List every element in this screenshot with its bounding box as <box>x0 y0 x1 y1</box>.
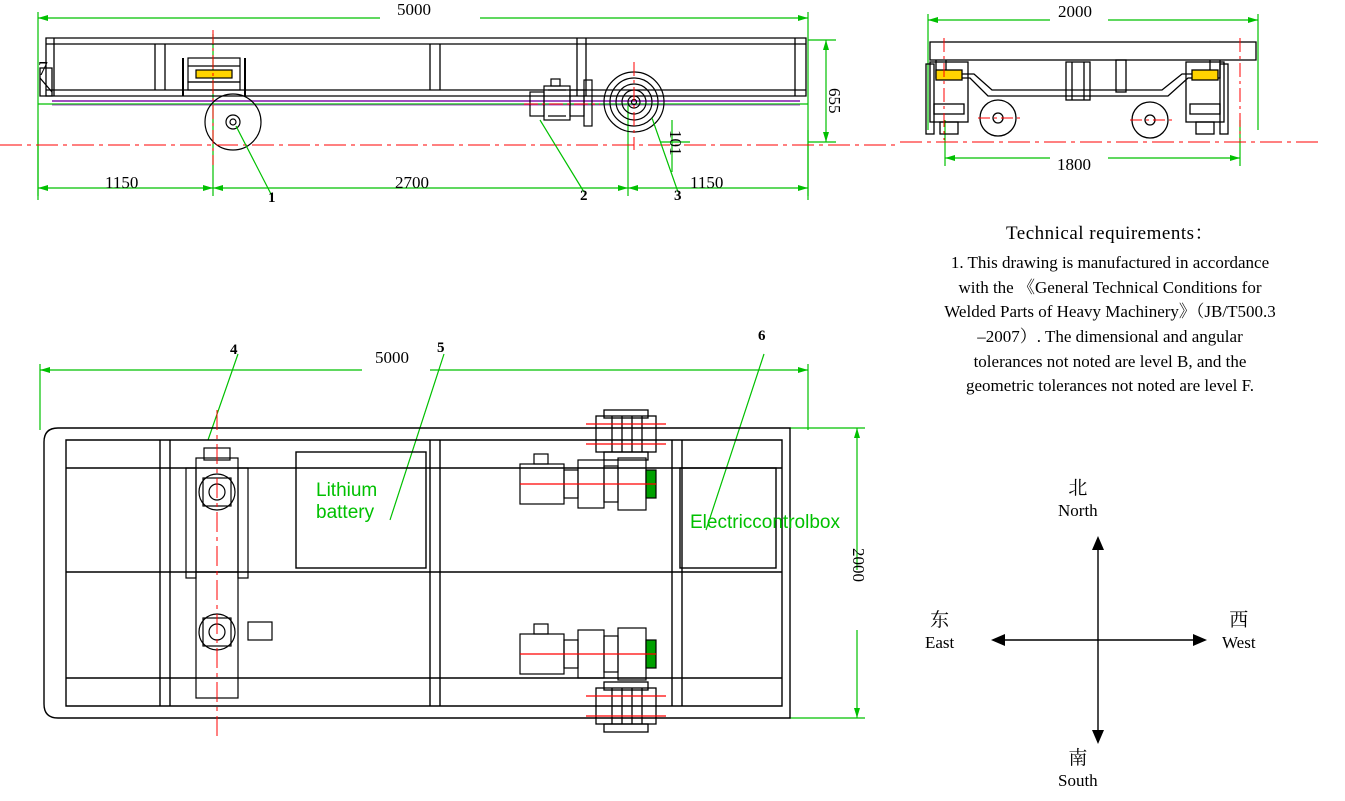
end-view-chassis <box>926 42 1256 138</box>
compass-west <box>1222 610 1256 653</box>
technical-requirement-line: 1. This drawing is manufactured in accordance <box>950 253 1270 272</box>
end-view-graphic <box>900 0 1320 200</box>
dim-side-wheel-gap: 101 <box>666 130 685 156</box>
compass-south-cn: 南 <box>1068 748 1088 769</box>
technical-requirements <box>880 218 1340 399</box>
technical-requirement-line: with the 《General Technical Conditions for <box>958 277 1262 297</box>
side-view-dim-lines <box>38 12 836 200</box>
callout-3: 3 <box>674 188 682 204</box>
side-view-leaders <box>236 118 678 196</box>
top-view-wheelset-north <box>586 410 666 460</box>
control-box-label-line3: box <box>809 512 840 533</box>
dim-side-rear-overhang: 1150 <box>690 173 724 192</box>
compass-north-cn: 北 <box>1068 478 1088 499</box>
side-view-centerlines <box>0 30 900 165</box>
dim-top-overall-width: 2000 <box>849 548 868 582</box>
dim-side-wheelbase: 2700 <box>395 173 429 192</box>
dim-end-track-gauge: 1800 <box>1057 155 1091 174</box>
top-view-graphic <box>0 340 900 760</box>
technical-requirement-line: Welded Parts of Heavy Machinery》（JB/T500.3 <box>944 302 1276 322</box>
side-view-gear-motor <box>530 79 592 126</box>
callout-5: 5 <box>437 340 445 356</box>
control-box-label <box>690 512 840 534</box>
top-view-drive-unit-north <box>520 454 656 510</box>
callout-1: 1 <box>268 190 276 206</box>
callout-2: 2 <box>580 188 588 204</box>
compass-east-cn: 东 <box>930 610 950 631</box>
compass-west-en: West <box>1222 632 1256 652</box>
technical-requirements-title: Technical requirements： <box>1005 223 1214 244</box>
technical-requirement-line: tolerances not noted are level B, and the <box>973 351 1247 371</box>
control-box-label-line1: Electric <box>690 512 753 533</box>
side-view-edge-mark: 7 <box>38 58 48 80</box>
top-view-axle-assembly-left <box>186 448 272 698</box>
top-view-drive-unit-south <box>520 624 656 680</box>
dim-side-overall-length: 5000 <box>397 0 431 19</box>
dim-side-height: 655 <box>825 88 844 114</box>
top-view-wheelset-south <box>586 682 666 732</box>
callout-4: 4 <box>230 342 238 358</box>
compass-east <box>925 610 954 653</box>
technical-requirement-line: –2007）. The dimensional and angular <box>977 326 1243 346</box>
battery-label <box>316 480 377 524</box>
dim-end-overall-width: 2000 <box>1058 2 1092 21</box>
callout-6: 6 <box>758 328 766 344</box>
battery-label-line2: battery <box>316 501 375 523</box>
technical-requirement-line: geometric tolerances not noted are level F. <box>966 376 1254 396</box>
compass-north-en: North <box>1058 500 1098 520</box>
compass-graphic <box>935 520 1265 770</box>
top-view-dim-lines <box>40 354 865 718</box>
control-box-label-line2: control <box>752 512 810 533</box>
dim-top-overall-length: 5000 <box>375 348 409 367</box>
side-view-chassis <box>40 38 806 96</box>
compass-south <box>1058 748 1098 791</box>
compass-east-en: East <box>925 632 955 652</box>
compass-west-cn: 西 <box>1229 610 1249 631</box>
side-view-bogie-left <box>183 58 245 96</box>
dim-side-front-overhang: 1150 <box>105 173 139 192</box>
compass-north <box>1058 478 1098 521</box>
top-view-frame <box>44 428 790 718</box>
battery-label-line1: Lithium <box>316 480 378 501</box>
compass-south-en: South <box>1058 770 1098 790</box>
